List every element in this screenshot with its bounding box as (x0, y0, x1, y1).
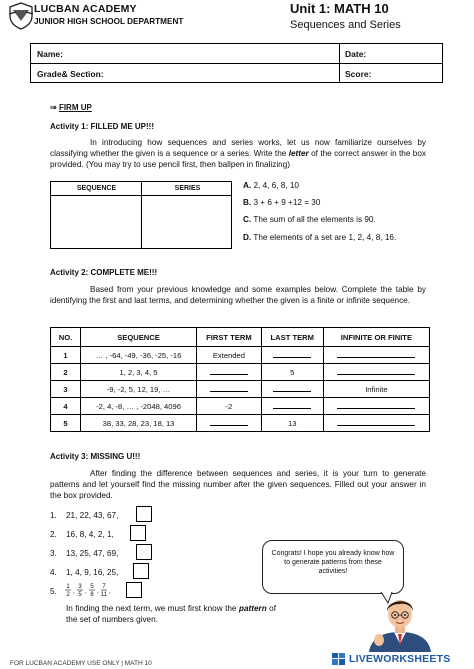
department-name: JUNIOR HIGH SCHOOL DEPARTMENT (34, 17, 184, 26)
firm-up-label: FIRM UP (58, 103, 92, 112)
answer-blank[interactable] (210, 384, 248, 392)
header-first-term: FIRST TERM (197, 328, 262, 347)
date-label: Date: (345, 49, 367, 59)
kind-cell[interactable] (323, 415, 429, 432)
hint-pattern-emphasis: pattern (238, 604, 267, 613)
fraction-denominator: 5 (78, 592, 82, 598)
fraction-separator: , (109, 589, 111, 595)
answer-blank[interactable] (337, 401, 415, 409)
header-sequence: SEQUENCE (81, 328, 197, 347)
name-label: Name: (37, 49, 63, 59)
row-number: 4 (51, 398, 81, 415)
last-term-cell: 13 (261, 415, 323, 432)
answer-box-2[interactable] (130, 525, 146, 541)
item-number: 2. (50, 530, 57, 539)
answer-blank[interactable] (210, 418, 248, 426)
fraction-numerator: 1 (66, 584, 70, 590)
kind-cell[interactable] (323, 347, 429, 364)
footer-note: FOR LUCBAN ACADEMY USE ONLY | MATH 10 (10, 660, 152, 667)
header-last-term: LAST TERM (261, 328, 323, 347)
item-number: 3. (50, 549, 57, 558)
choice-letter: D. (243, 233, 252, 242)
last-term-cell[interactable] (261, 381, 323, 398)
choice-b (243, 198, 320, 207)
info-divider (339, 44, 340, 82)
activity1-instructions-part2: of the correct answer in the box provided. (You may try to use pencil first, then ballpen in finalizing) (50, 149, 426, 170)
first-term-cell[interactable] (197, 364, 262, 381)
answer-blank[interactable] (273, 384, 311, 392)
fraction-numerator: 3 (78, 584, 82, 590)
choice-text: 2, 4, 6, 8, 10 (253, 181, 299, 190)
complete-table (50, 327, 430, 432)
answer-blank[interactable] (337, 350, 415, 358)
activity3-title: Activity 3: MISSING U!!! (50, 452, 141, 461)
last-term-cell[interactable] (261, 347, 323, 364)
row-number: 5 (51, 415, 81, 432)
row-number: 2 (51, 364, 81, 381)
sequence-column-header: SEQUENCE (76, 185, 117, 192)
choice-letter: C. (243, 215, 252, 224)
answer-blank[interactable] (273, 401, 311, 409)
info-row-name (31, 44, 442, 64)
table-row (51, 364, 430, 381)
liveworksheets-brand: LIVEWORKSHEETS (349, 653, 451, 665)
choice-d (243, 233, 396, 242)
kind-cell: Infinite (323, 381, 429, 398)
fraction-denominator: 2 (66, 592, 70, 598)
unit-title: Unit 1: MATH 10 (290, 1, 389, 16)
score-label: Score: (345, 69, 372, 79)
sequence-cell: 1, 2, 3, 4, 5 (81, 364, 197, 381)
item-sequence: 1, 4, 9, 16, 25, (66, 568, 119, 577)
answer-box-1[interactable] (136, 506, 152, 522)
first-term-cell: Extended (197, 347, 262, 364)
student-info-box (30, 43, 443, 83)
teacher-illustration (365, 594, 435, 652)
answer-blank[interactable] (210, 367, 248, 375)
table-row (51, 415, 430, 432)
answer-box-4[interactable] (133, 563, 149, 579)
info-row-grade (31, 64, 442, 84)
item-number: 5. (50, 587, 57, 596)
fraction-denominator: 11 (100, 592, 108, 598)
activity3-instructions: After finding the difference between sequences and series, it is your turn to generate patterns and let yourself find the missing number after the given sequences. Filled out your answer in the box provided. (50, 469, 426, 501)
speech-bubble: Congrats! I hope you already know how to generate patterns from these activities! (262, 540, 404, 594)
grade-section-label: Grade& Section: (37, 69, 104, 79)
last-term-cell[interactable] (261, 398, 323, 415)
item-sequence: 13, 25, 47, 69, (66, 549, 119, 558)
answer-blank[interactable] (337, 367, 415, 375)
item-number: 1. (50, 511, 57, 520)
table-row (51, 381, 430, 398)
table-row (51, 347, 430, 364)
row-number: 3 (51, 381, 81, 398)
fraction-denominator: 8 (90, 592, 94, 598)
header-infinite-finite: INFINITE OR FINITE (323, 328, 429, 347)
series-column-header: SERIES (174, 185, 201, 192)
fraction-sequence (64, 580, 128, 602)
activity2-instructions: Based from your previous knowledge and some examples below. Complete the table by identifying the first and last terms, and determining whether the given is a finite or infinite sequence. (50, 285, 426, 306)
activity1-instructions-part1: In introducing how sequences and series works, let us now familiarize ourselves by classifying whether the given is a sequence or a series. Write the (50, 138, 426, 159)
choice-text: The elements of a set are 1, 2, 4, 8, 16. (253, 233, 397, 242)
firm-up-heading (50, 103, 92, 112)
liveworksheets-logo (332, 652, 450, 666)
classification-table (50, 181, 232, 249)
answer-box-5[interactable] (126, 582, 142, 598)
school-logo (8, 2, 34, 30)
kind-cell[interactable] (323, 364, 429, 381)
table-header-row (51, 328, 430, 347)
item-sequence: 21, 22, 43, 67, (66, 511, 119, 520)
fraction-separator: , (85, 589, 87, 595)
topic-title: Sequences and Series (290, 19, 401, 31)
sequence-cell: 38, 33, 28, 23, 18, 13 (81, 415, 197, 432)
fraction-numerator: 7 (102, 584, 106, 590)
activity2-title: Activity 2: COMPLETE ME!!! (50, 268, 158, 277)
table-row (51, 398, 430, 415)
fraction-numerator: 5 (90, 584, 94, 590)
row-number: 1 (51, 347, 81, 364)
hint-text-part1: In finding the next term, we must first know the (66, 604, 239, 613)
choice-letter: A. (243, 181, 252, 190)
activity1-instructions (50, 137, 426, 171)
last-term-cell: 5 (261, 364, 323, 381)
choice-text: 3 + 6 + 9 +12 = 30 (253, 198, 321, 207)
fraction-separator: , (73, 589, 75, 595)
table-column-divider (141, 182, 142, 248)
first-term-cell[interactable] (197, 381, 262, 398)
arrow-icon: ⇒ (50, 103, 57, 112)
liveworksheets-icon (332, 653, 346, 666)
answer-blank[interactable] (337, 418, 415, 426)
choice-c (243, 215, 376, 224)
activity1-letter-emphasis: letter (288, 149, 309, 159)
sequence-cell: -2, 4, -8, … , -2048, 4096 (81, 398, 197, 415)
first-term-cell: -2 (197, 398, 262, 415)
header-no: NO. (51, 328, 81, 347)
kind-cell[interactable] (323, 398, 429, 415)
sequence-cell: … , -64, -49, -36, -25, -16 (81, 347, 197, 364)
school-name: LUCBAN ACADEMY (34, 3, 137, 15)
pattern-hint (66, 603, 276, 625)
item-number: 4. (50, 568, 57, 577)
first-term-cell[interactable] (197, 415, 262, 432)
sequence-cell: -9, -2, 5, 12, 19, … (81, 381, 197, 398)
answer-box-3[interactable] (136, 544, 152, 560)
hint-text-part2: of the set of numbers given. (66, 604, 276, 625)
choice-a (243, 181, 299, 190)
choice-text: The sum of all the elements is 90. (253, 215, 376, 224)
item-sequence: 16, 8, 4, 2, 1, (66, 530, 114, 539)
activity1-title: Activity 1: FILLED ME UP!!! (50, 122, 155, 131)
answer-blank[interactable] (273, 350, 311, 358)
choice-letter: B. (243, 198, 252, 207)
fraction-separator: , (97, 589, 99, 595)
